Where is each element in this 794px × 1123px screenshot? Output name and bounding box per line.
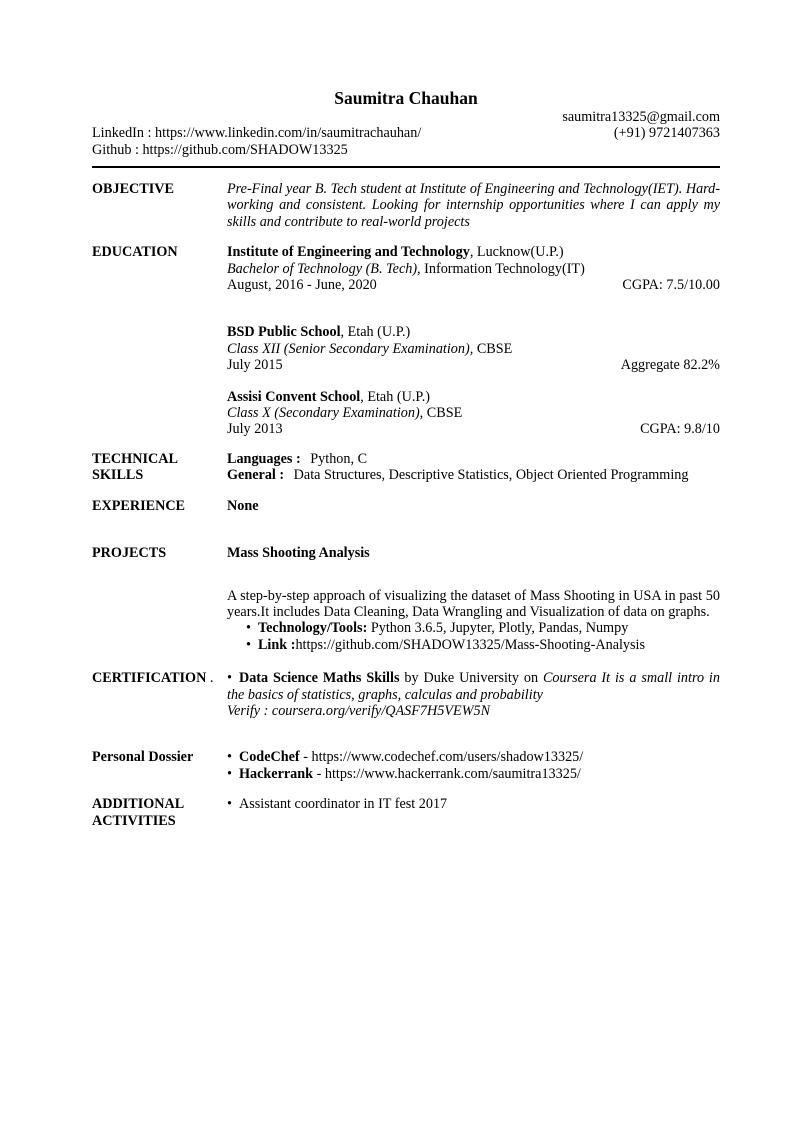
contact-right [562,109,720,142]
projects-label: PROJECTS [92,545,167,562]
education-score: CGPA: 9.8/10 [640,421,720,438]
skill-term: Languages : [227,450,301,467]
education-entry [227,244,720,293]
degree-name: Class XII (Senior Secondary Examination), [227,340,474,357]
profile-name: Hackerrank [238,765,314,782]
project-description: A step-by-step approach of visualizing the dataset of Mass Shooting in USA in past 50 years.It includes Data Cleaning, Data Wrangling and Visualization of data on graphs. [227,587,720,620]
additional-activities-label: ADDITIONAL ACTIVITIES [92,796,184,829]
objective-label: OBJECTIVE [92,181,174,197]
certification-name: Data Science Maths Skills [238,670,400,687]
objective-text: Pre-Final year B. Tech student at Institute of Engineering and Technology(IET). Hard-working and consistent. Looking for internship opportunities where I can apply my skills and contribute to real-world projects [227,181,720,230]
education-entry-meta [227,421,720,437]
certification-issuer: by Duke University on [399,670,543,687]
header-divider [92,166,720,168]
skill-value: Python, C [306,450,368,467]
skill-term: General : [227,467,285,484]
personal-dossier-label: Personal Dossier [92,749,194,766]
contact-left [92,125,421,158]
dossier-bullet-hackerrank [227,766,720,782]
education-dates: July 2015 [227,357,283,374]
education-entry-meta [227,277,720,293]
section-education [92,244,720,438]
section-personal-dossier [92,749,720,782]
github-link[interactable]: Github : https://github.com/SHADOW13325 [92,141,348,158]
skills-row [227,451,720,467]
section-experience [92,498,720,514]
education-entry-meta [227,357,720,373]
experience-text: None [227,497,259,514]
page-title: Saumitra Chauhan [334,88,478,108]
education-score: Aggregate 82.2% [620,357,720,374]
bullet-icon: • [227,670,232,687]
certification-label-suffix: . [209,670,214,687]
section-technical-skills [92,451,720,484]
bullet-term: Technology/Tools: [257,620,368,637]
education-entry-title [227,244,720,260]
project-bullet-tools [246,620,720,636]
project-bullet-link [246,637,720,653]
degree-detail: CBSE [423,405,463,422]
bullet-icon: • [246,636,251,653]
institution-location: , Etah (U.P.) [340,324,411,341]
project-title: Mass Shooting Analysis [227,545,370,562]
linkedin-link[interactable]: LinkedIn : https://www.linkedin.com/in/saumitrachauhan/ [92,125,422,142]
degree-name: Bachelor of Technology (B. Tech), [227,260,421,277]
education-label: EDUCATION [92,244,178,261]
education-score: CGPA: 7.5/10.00 [622,277,720,294]
hackerrank-link[interactable]: - https://www.hackerrank.com/saumitra13325/ [313,765,581,782]
email-text: saumitra13325@gmail.com [562,109,720,125]
bullet-value: Python 3.6.5, Jupyter, Plotly, Pandas, Numpy [367,620,629,637]
education-entry [227,389,720,438]
project-link[interactable]: https://github.com/SHADOW13325/Mass-Shooting-Analysis [295,636,646,653]
education-entry-title [227,324,720,340]
section-additional-activities [92,796,720,829]
institution-location: , Etah (U.P.) [360,388,430,405]
additional-activity-bullet [227,796,720,812]
bullet-term: Link : [257,636,296,653]
certification-bullet [227,670,720,703]
skills-row [227,467,720,483]
section-certification [92,670,720,719]
institution-location: , Lucknow(U.P.) [469,244,564,261]
education-entry [227,324,720,373]
education-entry-title [227,389,720,405]
education-entry-degree [227,405,720,421]
institution-name: BSD Public School [227,324,341,341]
bullet-icon: • [227,765,232,782]
section-projects [92,545,720,653]
institution-name: Assisi Convent School [227,388,361,405]
certification-verify-link[interactable]: Verify : coursera.org/verify/QASF7H5VEW5N [227,702,491,719]
dossier-bullet-codechef [227,749,720,765]
institution-name: Institute of Engineering and Technology [227,244,470,261]
phone-text: (+91) 9721407363 [613,125,720,142]
certification-detail: Coursera It is a small intro in the basics of statistics, graphs, calculas and probability [227,670,720,703]
skills-label: TECHNICAL SKILLS [92,450,178,484]
bullet-icon: • [227,796,232,813]
degree-name: Class X (Secondary Examination), [227,405,424,422]
codechef-link[interactable]: - https://www.codechef.com/users/shadow13325/ [299,749,584,766]
education-dates: August, 2016 - June, 2020 [227,277,377,294]
bullet-icon: • [246,620,251,637]
education-entry-degree [227,261,720,277]
experience-label: EXPERIENCE [92,497,186,514]
certification-label [92,670,227,686]
degree-detail: Information Technology(IT) [420,260,585,277]
section-objective [92,181,720,230]
education-dates: July 2013 [227,421,283,438]
profile-name: CodeChef [238,749,300,766]
degree-detail: CBSE [473,340,513,357]
contact-block [92,108,720,158]
activity-text: Assistant coordinator in IT fest 2017 [238,796,448,813]
education-entry-degree [227,341,720,357]
bullet-icon: • [227,749,232,766]
certification-label-text: CERTIFICATION [92,670,207,687]
skill-value: Data Structures, Descriptive Statistics, Object Oriented Programming [290,467,689,484]
